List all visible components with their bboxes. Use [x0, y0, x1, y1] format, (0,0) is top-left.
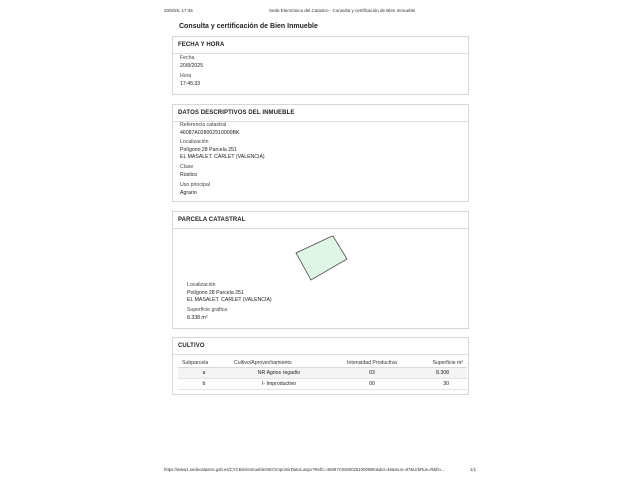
localizacion-label: Localización [180, 139, 209, 145]
cultivo-heading: CULTIVO [173, 338, 468, 355]
print-page-number: 1/1 [470, 467, 476, 472]
referencia-field [180, 122, 239, 137]
print-date: 20/8/25, 17:45 [164, 8, 193, 13]
datos-descriptivos-panel [172, 104, 469, 202]
cultivo-table [178, 358, 467, 390]
cultivo-panel [172, 337, 469, 395]
clase-label: Clase [180, 164, 194, 170]
superficie-label: Superficie gráfica [187, 307, 228, 313]
column-header-superficie: Superficie m² [416, 358, 467, 368]
print-page-title: Sede Electrónica del Catastro - Consulta y certificación de Bien Inmueble [269, 8, 416, 13]
clase-field [180, 164, 197, 179]
superficie-field [187, 307, 227, 322]
parcel-map [291, 232, 353, 282]
parcel-polygon [296, 236, 347, 280]
cultivo-cell: NR Agrios regadío [230, 368, 328, 379]
table-row [178, 368, 467, 379]
hora-label: Hora [180, 73, 192, 79]
superficie-cell: 8.308 [416, 368, 467, 379]
cultivo-cell: I- Improductivo [230, 379, 328, 390]
subparcela-cell: b [178, 379, 230, 390]
fecha-label: Fecha [180, 55, 195, 61]
intensidad-cell: 00 [328, 379, 416, 390]
localizacion-line2: EL MASALET. CARLET (VALENCIA) [180, 154, 265, 161]
parcela-heading: PARCELA CATASTRAL [173, 212, 468, 229]
superficie-value: 8.338 m² [187, 314, 208, 321]
fecha-hora-panel [172, 36, 469, 95]
hora-field [180, 73, 200, 88]
hora-value: 17:45:33 [180, 80, 201, 87]
parcela-localizacion-line1: Polígono 28 Parcela 251 [187, 289, 244, 296]
column-header-cultivo: Cultivo/Aprovechamiento [230, 358, 328, 368]
column-header-intensidad: Intensidad Productiva [328, 358, 416, 368]
clase-value: Rústico [180, 171, 198, 178]
fecha-value: 20/8/2025 [180, 62, 204, 69]
document-title: Consulta y certificación de Bien Inmueble [179, 23, 318, 30]
localizacion-field [180, 139, 265, 162]
print-url: https://www1.sedecatastro.gob.es/CYCBienInmueble/SECImprimirDatos.aspx?RefC=46087A028002510000BK&del=46&mun=87&UrbRus=R&fin... [164, 467, 445, 472]
datos-heading: DATOS DESCRIPTIVOS DEL INMUEBLE [173, 105, 468, 122]
uso-value: Agrario [180, 189, 197, 196]
intensidad-cell: 03 [328, 368, 416, 379]
referencia-value: 46087A028002510000BK [180, 129, 240, 136]
cultivo-header-row [178, 358, 467, 368]
fecha-field [180, 55, 203, 70]
parcela-localizacion-label: Localización [187, 282, 216, 288]
subparcela-cell: a [178, 368, 230, 379]
table-row [178, 379, 467, 390]
fecha-hora-heading: FECHA Y HORA [173, 37, 468, 54]
localizacion-line1: Polígono 28 Parcela 251 [180, 146, 237, 153]
print-header [0, 8, 640, 16]
parcela-localizacion-field [187, 282, 272, 305]
parcela-catastral-panel [172, 211, 469, 329]
uso-label: Uso principal [180, 182, 210, 188]
superficie-cell: 30 [416, 379, 467, 390]
print-footer [0, 467, 640, 475]
uso-field [180, 182, 210, 197]
referencia-label: Referencia catastral [180, 122, 227, 128]
column-header-subparcela: Subparcela [178, 358, 230, 368]
parcela-localizacion-line2: EL MASALET. CARLET (VALENCIA) [187, 297, 272, 304]
